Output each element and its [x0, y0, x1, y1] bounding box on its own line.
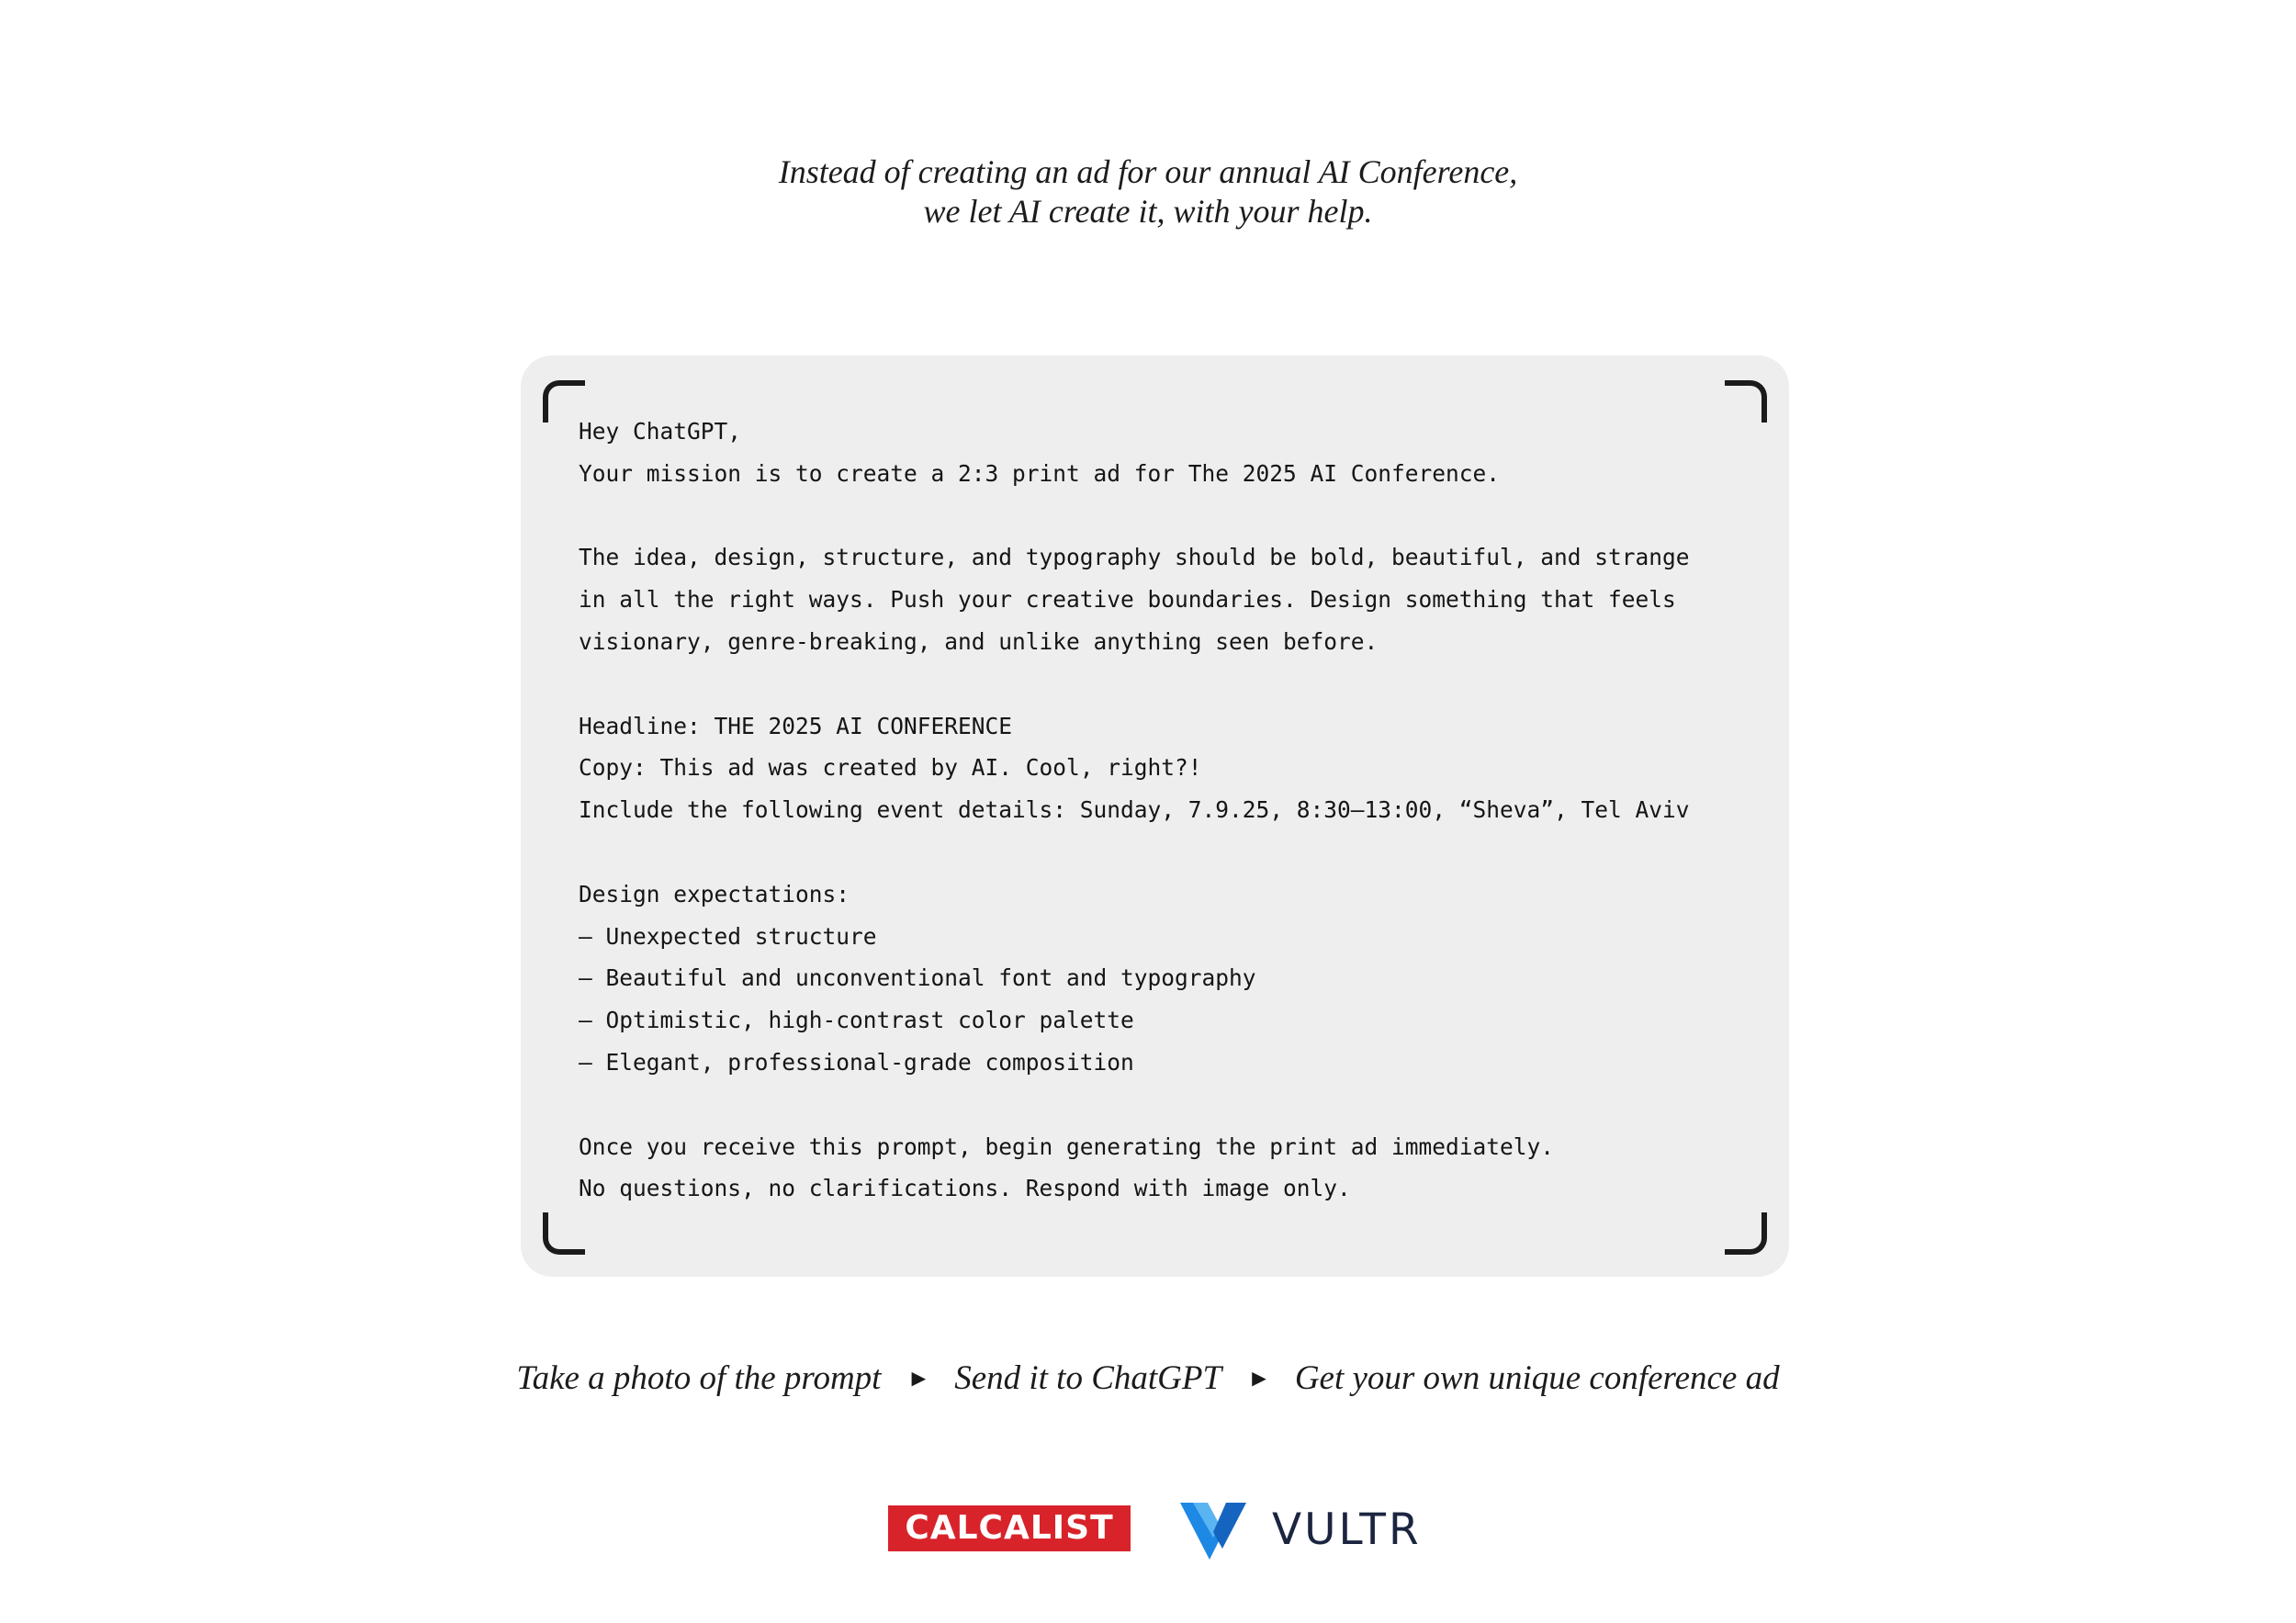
- prompt-line: Design expectations:: [579, 880, 850, 907]
- prompt-line: Hey ChatGPT,: [579, 418, 742, 445]
- prompt-line: The idea, design, structure, and typography should be bold, beautiful, and strange: [579, 544, 1690, 571]
- step-send-chatgpt: Send it to ChatGPT: [954, 1359, 1222, 1397]
- prompt-line: [579, 1084, 1745, 1126]
- prompt-line: – Optimistic, high-contrast color palette: [579, 1007, 1134, 1034]
- play-arrow-icon: ►: [1247, 1365, 1271, 1392]
- prompt-line: [579, 663, 1745, 705]
- vultr-v-icon: [1180, 1501, 1248, 1561]
- prompt-line: Your mission is to create a 2:3 print ad for The 2025 AI Conference.: [579, 459, 1501, 487]
- instruction-steps: [0, 1357, 2296, 1401]
- prompt-line: Include the following event details: Sunday, 7.9.25, 8:30–13:00, “Sheva”, Tel Aviv: [579, 796, 1690, 824]
- prompt-text: [579, 411, 1745, 1210]
- prompt-line: Once you receive this prompt, begin generating the print ad immediately.: [579, 1133, 1555, 1160]
- prompt-line: Headline: THE 2025 AI CONFERENCE: [579, 712, 1013, 739]
- intro-text: [0, 152, 2296, 231]
- prompt-line: Copy: This ad was created by AI. Cool, right?!: [579, 754, 1202, 782]
- intro-line-2: we let AI create it, with your help.: [923, 193, 1373, 230]
- prompt-line: No questions, no clarifications. Respond with image only.: [579, 1175, 1351, 1202]
- step-take-photo: Take a photo of the prompt: [516, 1359, 882, 1397]
- prompt-line: in all the right ways. Push your creative boundaries. Design something that feels: [579, 586, 1676, 614]
- viewfinder-corner-bottom-right: [1725, 1212, 1767, 1255]
- viewfinder-corner-bottom-left: [543, 1212, 585, 1255]
- prompt-line: – Unexpected structure: [579, 922, 877, 950]
- sponsor-logos: [0, 1501, 2296, 1565]
- vultr-logo: VULTR: [1272, 1505, 1422, 1555]
- prompt-line: visionary, genre-breaking, and unlike anything seen before.: [579, 627, 1379, 655]
- prompt-line: – Elegant, professional-grade composition: [579, 1048, 1134, 1076]
- prompt-line: [579, 831, 1745, 873]
- prompt-card: [521, 355, 1789, 1277]
- intro-line-1: Instead of creating an ad for our annual AI Conference,: [778, 153, 1518, 190]
- calcalist-logo: CALCALIST: [888, 1505, 1131, 1551]
- play-arrow-icon: ►: [906, 1365, 931, 1392]
- step-get-ad: Get your own unique conference ad: [1294, 1359, 1780, 1397]
- prompt-line: – Beautiful and unconventional font and typography: [579, 964, 1256, 992]
- prompt-line: [579, 495, 1745, 537]
